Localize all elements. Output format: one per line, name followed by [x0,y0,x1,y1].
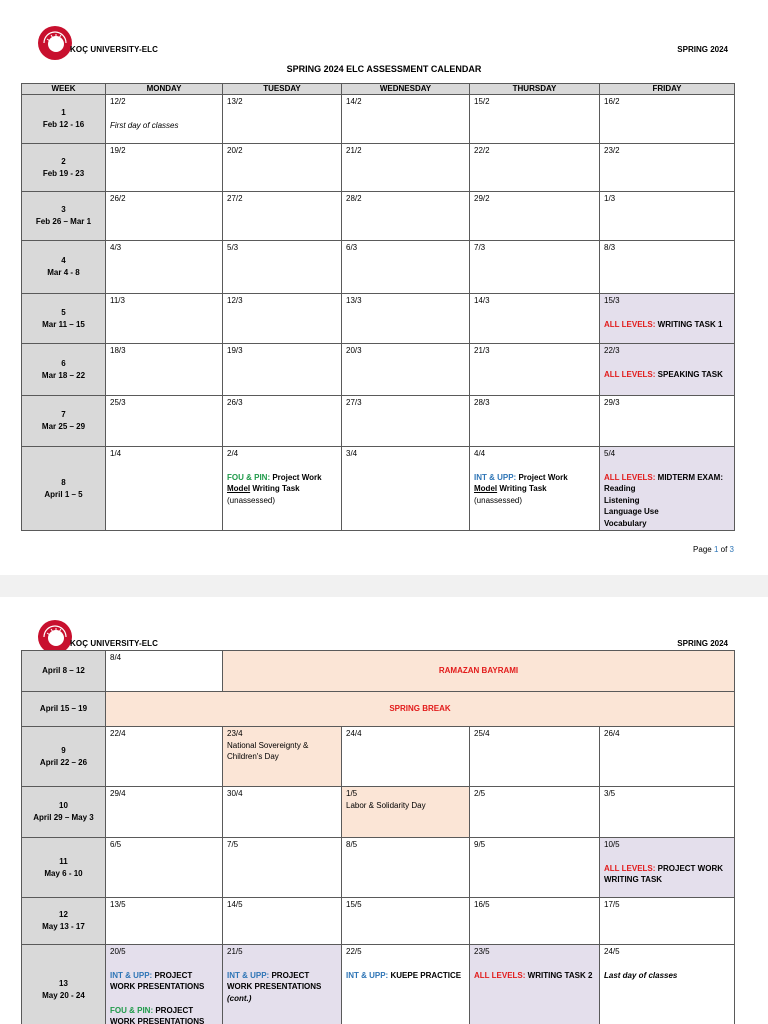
page-gap [0,575,768,597]
calendar-table-page-1 [21,83,735,531]
holiday-ramazan: RAMAZAN BAYRAMI [223,651,735,692]
date: 12/2 [110,97,126,106]
date: 14/2 [346,97,362,106]
page-number: Page 1 of 3 [693,545,734,554]
university-name: KOÇ UNIVERSITY-ELC [70,639,159,648]
day-cell: 9/5 [470,838,600,898]
day-cell: 3/5 [600,787,735,838]
day-cell: 26/2 [106,192,223,241]
table-row [22,344,735,396]
day-cell: 20/3 [342,344,470,396]
table-row [22,787,735,838]
assessment-cell: 21/5 INT & UPP: PROJECT WORK PRESENTATIONS (cont.) [223,945,342,1024]
table-row [22,898,735,945]
day-cell: 22/2 [470,144,600,192]
col-week: WEEK [22,84,106,95]
holiday-cell: 23/4 National Sovereignty & Children's Day [223,727,342,787]
day-cell: 5/3 [223,241,342,294]
table-row [22,447,735,531]
header-row [22,84,735,95]
assessment-cell: 15/3 ALL LEVELS: WRITING TASK 1 [600,294,735,344]
day-cell: 29/2 [470,192,600,241]
table-row [22,241,735,294]
day-cell: 17/5 [600,898,735,945]
university-name: KOÇ UNIVERSITY-ELC [70,45,159,54]
day-cell: 30/4 [223,787,342,838]
day-cell: 26/4 [600,727,735,787]
date: 15/2 [474,97,490,106]
day-cell: 12/3 [223,294,342,344]
day-cell: 13/5 [106,898,223,945]
day-cell [470,95,600,144]
date: 16/2 [604,97,620,106]
day-cell: 21/3 [470,344,600,396]
day-cell: 23/2 [600,144,735,192]
day-cell: 6/3 [342,241,470,294]
holiday-spring-break: SPRING BREAK [106,692,735,727]
table-row [22,144,735,192]
week-cell: 8 April 1 – 5 [22,447,106,531]
calendar-title: SPRING 2024 ELC ASSESSMENT CALENDAR [286,64,482,74]
week-cell: 5 Mar 11 – 15 [22,294,106,344]
week-cell: 13 May 20 - 24 [22,945,106,1024]
day-cell: 1/4 [106,447,223,531]
table-row [22,192,735,241]
day-cell: 14/5 [223,898,342,945]
day-cell: 26/3 [223,396,342,447]
day-cell [342,95,470,144]
day-cell [600,95,735,144]
week-cell: 6 Mar 18 – 22 [22,344,106,396]
day-cell: 22/4 [106,727,223,787]
day-cell: 8/5 [342,838,470,898]
day-cell: 24/5 Last day of classes [600,945,735,1024]
table-row [22,945,735,1024]
semester-label: SPRING 2024 [677,639,728,648]
day-cell: 21/2 [342,144,470,192]
week-cell: 12 May 13 - 17 [22,898,106,945]
day-cell: 27/2 [223,192,342,241]
day-cell: 13/3 [342,294,470,344]
col-wednesday: WEDNESDAY [342,84,470,95]
table-row [22,727,735,787]
table-row [22,294,735,344]
day-cell: 19/3 [223,344,342,396]
assessment-cell: 5/4 ALL LEVELS: MIDTERM EXAM: Reading Listening Language Use Vocabulary [600,447,735,531]
event-text: First day of classes [110,120,179,130]
day-cell: 11/3 [106,294,223,344]
assessment-cell: 10/5 ALL LEVELS: PROJECT WORK WRITING TASK [600,838,735,898]
date: 13/2 [227,97,243,106]
day-cell: 28/2 [342,192,470,241]
holiday-cell: 1/5 Labor & Solidarity Day [342,787,470,838]
table-row [22,838,735,898]
day-cell [223,95,342,144]
week-cell: 7 Mar 25 – 29 [22,396,106,447]
day-cell [106,95,223,144]
day-cell: 3/4 [342,447,470,531]
day-cell: 8/3 [600,241,735,294]
day-cell: 25/3 [106,396,223,447]
day-cell: 28/3 [470,396,600,447]
day-cell: 4/4 INT & UPP: Project Work Model Writing Task (unassessed) [470,447,600,531]
page-2 [0,597,768,1024]
week-cell: April 15 – 19 [22,692,106,727]
day-cell: 16/5 [470,898,600,945]
col-friday: FRIDAY [600,84,735,95]
day-cell: 7/3 [470,241,600,294]
table-row [22,95,735,144]
day-cell: 29/4 [106,787,223,838]
day-cell: 29/3 [600,396,735,447]
table-row [22,651,735,692]
day-cell: 1/3 [600,192,735,241]
day-cell: 7/5 [223,838,342,898]
col-tuesday: TUESDAY [223,84,342,95]
university-logo [35,23,75,63]
week-cell: 4 Mar 4 - 8 [22,241,106,294]
day-cell: 15/5 [342,898,470,945]
week-cell: 11 May 6 - 10 [22,838,106,898]
week-cell [22,95,106,144]
col-monday: MONDAY [106,84,223,95]
day-cell: 4/3 [106,241,223,294]
day-cell: 2/4 FOU & PIN: Project Work Model Writing Task (unassessed) [223,447,342,531]
day-cell: 2/5 [470,787,600,838]
week-cell: April 8 – 12 [22,651,106,692]
day-cell: 14/3 [470,294,600,344]
assessment-cell: 22/3 ALL LEVELS: SPEAKING TASK [600,344,735,396]
week-cell: 3 Feb 26 – Mar 1 [22,192,106,241]
day-cell: 8/4 [106,651,223,692]
week-cell: 10 April 29 – May 3 [22,787,106,838]
day-cell: 22/5 INT & UPP: KUEPE PRACTICE [342,945,470,1024]
week-number: 1 [61,108,66,117]
table-row [22,396,735,447]
day-cell: 18/3 [106,344,223,396]
week-cell: 2 Feb 19 - 23 [22,144,106,192]
week-cell: 9 April 22 – 26 [22,727,106,787]
assessment-cell: 23/5 ALL LEVELS: WRITING TASK 2 [470,945,600,1024]
semester-label: SPRING 2024 [677,45,728,54]
day-cell: 27/3 [342,396,470,447]
day-cell: 20/2 [223,144,342,192]
table-row [22,692,735,727]
day-cell: 6/5 [106,838,223,898]
calendar-table-page-2 [21,650,735,1024]
day-cell: 25/4 [470,727,600,787]
week-range: Feb 12 - 16 [42,120,85,129]
assessment-cell: 20/5 INT & UPP: PROJECT WORK PRESENTATIONS FOU & PIN: PROJECT WORK PRESENTATIONS [106,945,223,1024]
day-cell: 24/4 [342,727,470,787]
col-thursday: THURSDAY [470,84,600,95]
day-cell: 19/2 [106,144,223,192]
